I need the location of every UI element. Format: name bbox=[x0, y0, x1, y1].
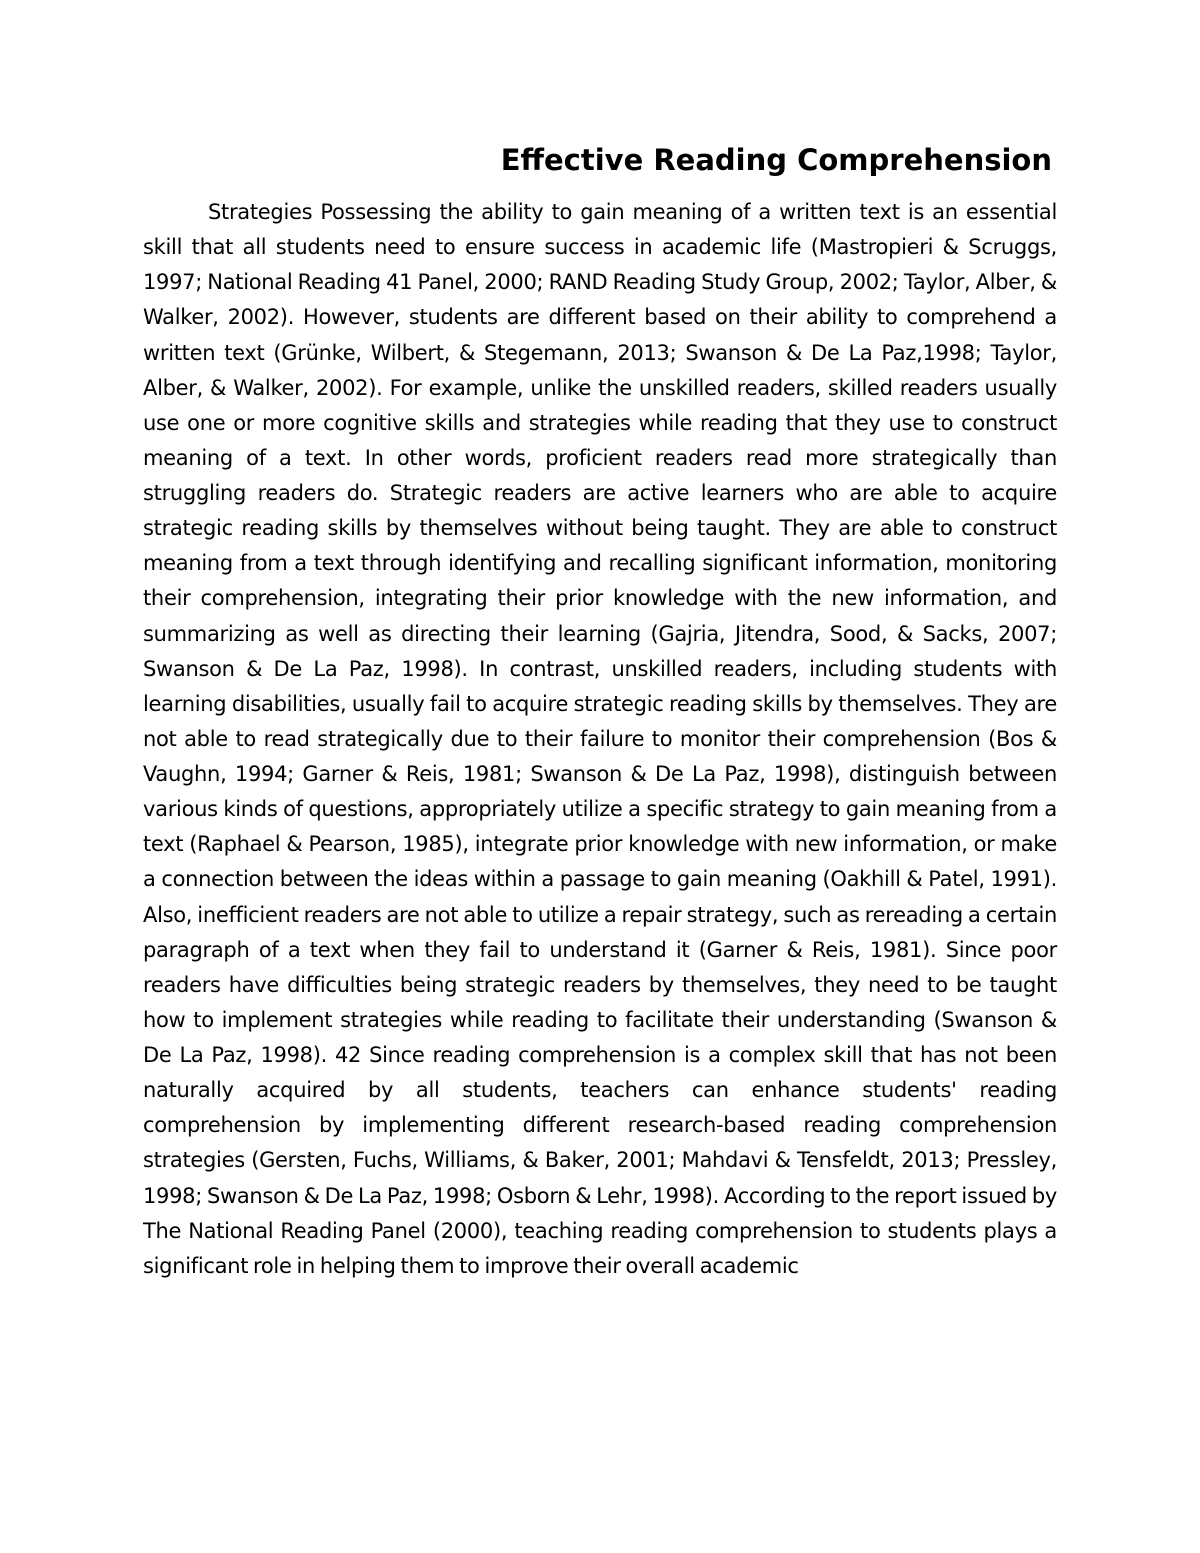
body-paragraph: Strategies Possessing the ability to gain meaning of a written text is an essential skill that all students need to ensure success in academic life (Mastropieri & Scruggs, 1997; National Reading 41 Panel, 2000; RAND Reading Study Group, 2002; Taylor, Alber, & Walker, 2002). However, students are different based on their ability to comprehend a written text (Grünke, Wilbert, & Stegemann, 2013; Swanson & De La Paz,1998; Taylor, Alber, & Walker, 2002). For example, unlike the unskilled readers, skilled readers usually use one or more cognitive skills and strategies while reading that they use to construct meaning of a text. In other words, proficient readers read more strategically than struggling readers do. Strategic readers are active learners who are able to acquire strategic reading skills by themselves without being taught. They are able to construct meaning from a text through identifying and recalling significant information, monitoring their comprehension, integrating their prior knowledge with the new information, and summarizing as well as directing their learning (Gajria, Jitendra, Sood, & Sacks, 2007; Swanson & De La Paz, 1998). In contrast, unskilled readers, including students with learning disabilities, usually fail to acquire strategic reading skills by themselves. They are not able to read strategically due to their failure to monitor their comprehension (Bos & Vaughn, 1994; Garner & Reis, 1981; Swanson & De La Paz, 1998), distinguish between various kinds of questions, appropriately utilize a specific strategy to gain meaning from a text (Raphael & Pearson, 1985), integrate prior knowledge with new information, or make a connection between the ideas within a passage to gain meaning (Oakhill & Patel, 1991). Also, inefficient readers are not able to utilize a repair strategy, such as rereading a certain paragraph of a text when they fail to understand it (Garner & Reis, 1981). Since poor readers have difficulties being strategic readers by themselves, they need to be taught how to implement strategies while reading to facilitate their understanding (Swanson & De La Paz, 1998). 42 Since reading comprehension is a complex skill that has not been naturally acquired by all students, teachers can enhance students' reading comprehension by implementing different research-based reading comprehension strategies (Gersten, Fuchs, Williams, & Baker, 2001; Mahdavi & Tensfeldt, 2013; Pressley, 1998; Swanson & De La Paz, 1998; Osborn & Lehr, 1998). According to the report issued by The National Reading Panel (2000), teaching reading comprehension to students plays a significant role in helping them to improve their overall academic bbox=[143, 200, 1057, 1278]
document-title: Effective Reading Comprehension bbox=[500, 143, 1052, 177]
